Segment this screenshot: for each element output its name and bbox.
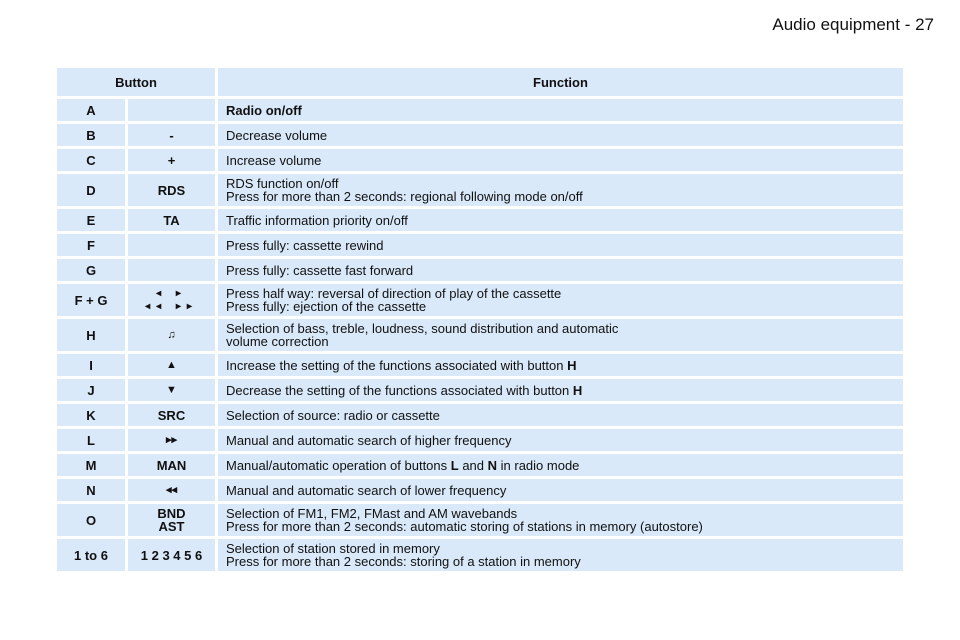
symbol-icon: ◂◂ xyxy=(165,483,178,496)
button-key: E xyxy=(57,209,125,231)
button-symbol xyxy=(128,379,215,401)
function-description: Selection of bass, treble, loudness, sound distribution and automatic volume correction xyxy=(218,319,903,351)
button-symbol xyxy=(128,99,215,121)
function-description: Increase volume xyxy=(218,149,903,171)
table-row xyxy=(57,379,903,401)
button-symbol: + xyxy=(128,149,215,171)
button-symbol: - xyxy=(128,124,215,146)
symbol-icon: ▸▸ xyxy=(165,433,178,446)
function-description: Manual/automatic operation of buttons L and N in radio mode xyxy=(218,454,903,476)
function-description: Selection of FM1, FM2, FMast and AM wavebands Press for more than 2 seconds: automatic storing of stations in memory (autostore) xyxy=(218,504,903,536)
table-row xyxy=(57,354,903,376)
function-description: Selection of source: radio or cassette xyxy=(218,404,903,426)
button-key: D xyxy=(57,174,125,206)
button-key: K xyxy=(57,404,125,426)
function-description: Radio on/off xyxy=(218,99,903,121)
table-row xyxy=(57,99,903,121)
function-description: Manual and automatic search of higher frequency xyxy=(218,429,903,451)
button-key: G xyxy=(57,259,125,281)
symbol-icon: ♫ xyxy=(167,328,176,341)
function-description: Decrease the setting of the functions associated with button H xyxy=(218,379,903,401)
button-key: I xyxy=(57,354,125,376)
button-symbol xyxy=(128,234,215,256)
table-row xyxy=(57,174,903,206)
function-description: Press fully: cassette fast forward xyxy=(218,259,903,281)
button-key: B xyxy=(57,124,125,146)
table-row xyxy=(57,539,903,571)
button-key: J xyxy=(57,379,125,401)
button-key: 1 to 6 xyxy=(57,539,125,571)
button-symbol xyxy=(128,354,215,376)
function-description: RDS function on/off Press for more than 2 seconds: regional following mode on/off xyxy=(218,174,903,206)
table-row xyxy=(57,454,903,476)
header-function: Function xyxy=(218,68,903,96)
button-key: M xyxy=(57,454,125,476)
button-key: N xyxy=(57,479,125,501)
button-key: L xyxy=(57,429,125,451)
table-row xyxy=(57,259,903,281)
function-description: Manual and automatic search of lower frequency xyxy=(218,479,903,501)
button-symbol xyxy=(128,259,215,281)
button-symbol: SRC xyxy=(128,404,215,426)
function-description: Press half way: reversal of direction of play of the cassette Press fully: ejection of the cassette xyxy=(218,284,903,316)
function-description: Decrease volume xyxy=(218,124,903,146)
table-row xyxy=(57,429,903,451)
symbol-icon: ▲ xyxy=(166,358,177,371)
header-button: Button xyxy=(57,68,215,96)
button-symbol: BND AST xyxy=(128,504,215,536)
table-row xyxy=(57,284,903,316)
function-description: Press fully: cassette rewind xyxy=(218,234,903,256)
button-symbol xyxy=(128,479,215,501)
function-description: Increase the setting of the functions associated with button H xyxy=(218,354,903,376)
arrow-icon: ◂◂ ▸▸ xyxy=(145,301,198,312)
function-description: Traffic information priority on/off xyxy=(218,209,903,231)
table-row xyxy=(57,209,903,231)
table-row xyxy=(57,319,903,351)
button-symbol: 1 2 3 4 5 6 xyxy=(128,539,215,571)
button-key: A xyxy=(57,99,125,121)
button-key: F xyxy=(57,234,125,256)
button-symbol: TA xyxy=(128,209,215,231)
button-symbol: RDS xyxy=(128,174,215,206)
table-row xyxy=(57,504,903,536)
table-row xyxy=(57,479,903,501)
button-function-table xyxy=(57,68,903,574)
button-symbol xyxy=(128,319,215,351)
table-row xyxy=(57,404,903,426)
table-header xyxy=(57,68,903,96)
button-symbol: MAN xyxy=(128,454,215,476)
table-row xyxy=(57,234,903,256)
table-row xyxy=(57,124,903,146)
function-description: Selection of station stored in memory Press for more than 2 seconds: storing of a station in memory xyxy=(218,539,903,571)
button-symbol xyxy=(128,284,215,316)
arrow-icon: ◂ ▸ xyxy=(156,288,187,299)
page-title: Audio equipment - 27 xyxy=(772,15,934,34)
button-key: O xyxy=(57,504,125,536)
button-key: C xyxy=(57,149,125,171)
table-row xyxy=(57,149,903,171)
button-key: H xyxy=(57,319,125,351)
button-key: F + G xyxy=(57,284,125,316)
button-symbol xyxy=(128,429,215,451)
symbol-icon: ▼ xyxy=(166,383,177,396)
